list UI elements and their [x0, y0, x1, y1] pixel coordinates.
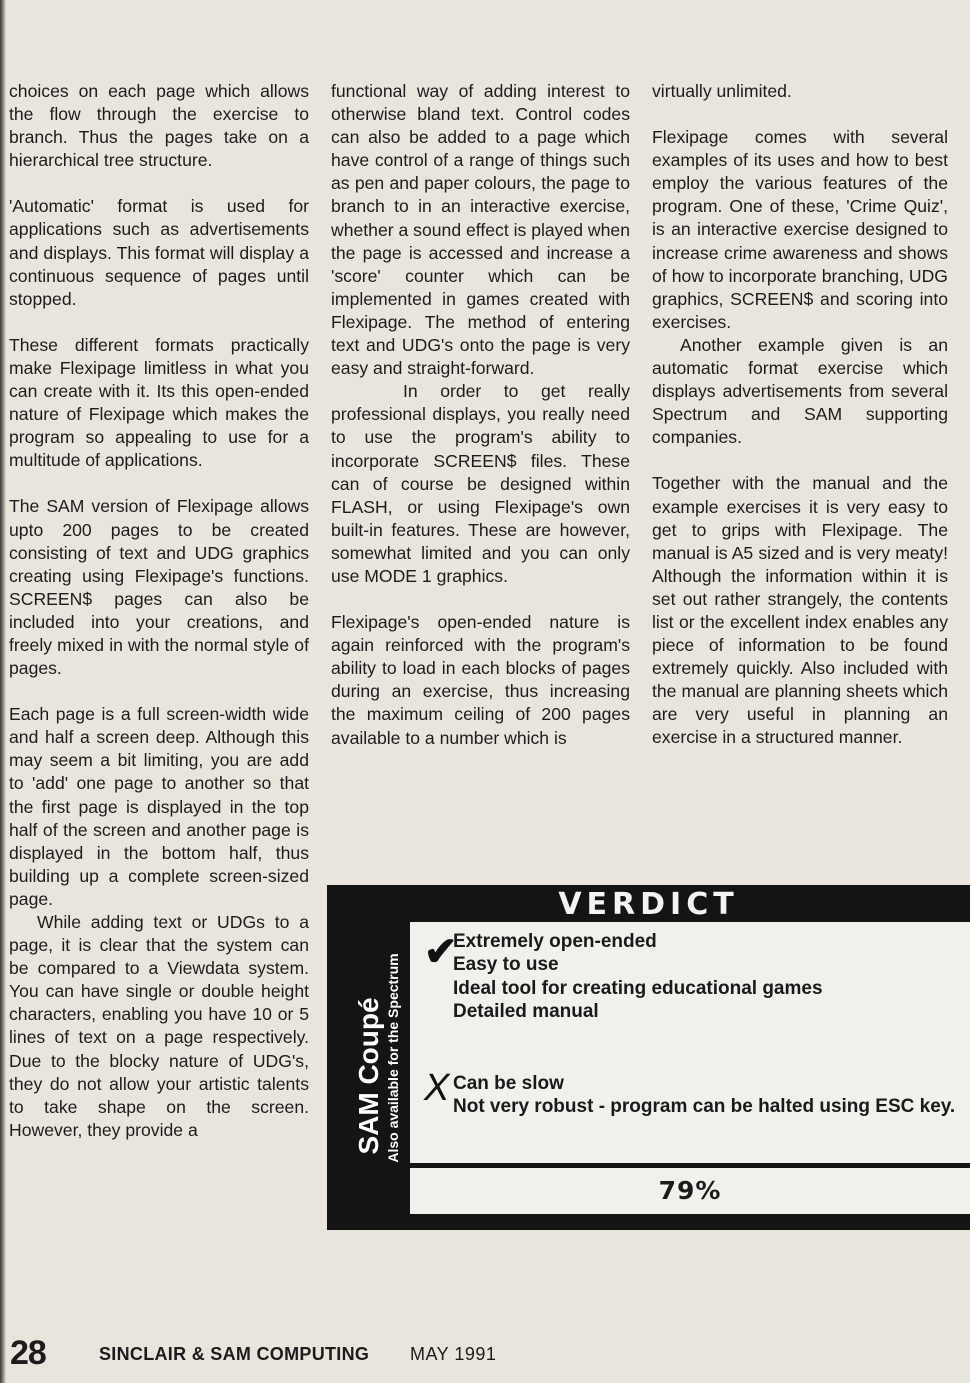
paragraph: Another example given is an automatic format exercise which displays advertisements from several Spectrum and SAM supporting companies.: [652, 334, 948, 448]
magazine-name: SINCLAIR & SAM COMPUTING: [99, 1344, 370, 1364]
verdict-body: [410, 922, 970, 1163]
positive-item: Extremely open-ended: [453, 931, 657, 952]
page-number: 28: [10, 1334, 46, 1372]
article-column-1: [9, 80, 309, 1142]
verdict-side-panel: [327, 922, 410, 1230]
cross-icon: X: [424, 1067, 450, 1109]
paragraph: Flexipage's open-ended nature is again reinforced with the program's ability to load in each blocks of pages during an exercise, thus increasing the maximum ceiling of 200 pages available to a number which is: [331, 612, 630, 748]
verdict-score: 79%: [410, 1168, 970, 1214]
negative-item: Can be slow: [453, 1073, 564, 1094]
positive-item: Easy to use: [453, 954, 559, 976]
paragraph: These different formats practically make Flexipage limitless in what you can create with it. Its this open-ended nature of Flexipage which makes the program so appealing to use for a multitude of applications.: [9, 334, 309, 471]
page-footer: [10, 1333, 710, 1373]
platform-label: SAM Coupé: [353, 997, 384, 1155]
paragraph: 'Automatic' format is used for applications such as advertisements and displays. This format will display a continuous sequence of pages until stopped.: [9, 196, 309, 309]
tick-icon: ✔: [424, 930, 458, 974]
paragraph: The SAM version of Flexipage allows upto 200 pages to be created consisting of text and UDG graphics creating using Flexipage's functions. SCREEN$ pages can also be included into your creations, and freely mixed in with the normal style of pages.: [9, 496, 309, 679]
article-column-2: [331, 80, 630, 773]
verdict-title: VERDICT: [558, 887, 739, 922]
positive-item: Detailed manual: [453, 1000, 599, 1022]
issue-date: MAY 1991: [410, 1344, 497, 1364]
paragraph: Each page is a full screen-width wide and half a screen deep. Although this may seem a bit limiting, you are add to 'add' one page to another so that the first page is displayed in the top half of the screen and another page is displayed in the bottom half, thus building up a complete screen-sized page.: [9, 704, 309, 909]
positives-list: [453, 930, 823, 1023]
paragraph: choices on each page which allows the flow through the exercise to branch. Thus the pages take on a hierarchical tree structure.: [9, 81, 309, 171]
positive-item: Ideal tool for creating educational games: [453, 977, 823, 999]
paragraph: While adding text or UDGs to a page, it is clear that the system can be compared to a Viewdata system. You can have single or double height characters, enabling you have 10 or 5 lines of text on a page respectively. Due to the blocky nature of UDG's, they do not allow your artistic talents to take shape on the screen. However, they provide a: [9, 912, 309, 1140]
paragraph: Flexipage comes with several examples of its uses and how to best employ the various features of the program. One of these, 'Crime Quiz', is an interactive exercise designed to increase crime awareness and shows of how to incorporate branching, UDG graphics, SCREEN$ and scoring into exercises.: [652, 127, 948, 332]
page-edge-shadow: [0, 0, 6, 1383]
negatives-list: [453, 1072, 963, 1119]
paragraph: In order to get really professional displays, you really need to use the program's ability to incorporate SCREEN$ files. These can of course be designed within FLASH, or using Flexipage's own built-in features. These are however, somewhat limited and you can only use MODE 1 graphics.: [331, 381, 630, 586]
negative-item: Not very robust - program can be halted using ESC key.: [453, 1096, 956, 1118]
article-column-3: [652, 80, 948, 773]
verdict-box: [327, 885, 970, 1230]
paragraph: virtually unlimited.: [652, 81, 792, 101]
paragraph: Together with the manual and the example exercises it is very easy to get to grips with Flexipage. The manual is A5 sized and is very meaty! Although the information within it is set out rather strangely, the contents list or the excellent index enables any piece of information to be found extremely quickly. Also included with the manual are planning sheets which are very useful in planning an exercise in a structured manner.: [652, 473, 948, 748]
also-available-label: Also available for the Spectrum: [385, 953, 401, 1163]
paragraph: functional way of adding interest to otherwise bland text. Control codes can also be added to a page which have control of a range of things such as pen and paper colours, the page to branch to in an interactive exercise, whether a sound effect is played when the page is accessed and increase a 'score' counter which can be implemented in games created with Flexipage. The method of entering text and UDG's onto the page is very easy and straight-forward.: [331, 81, 630, 379]
